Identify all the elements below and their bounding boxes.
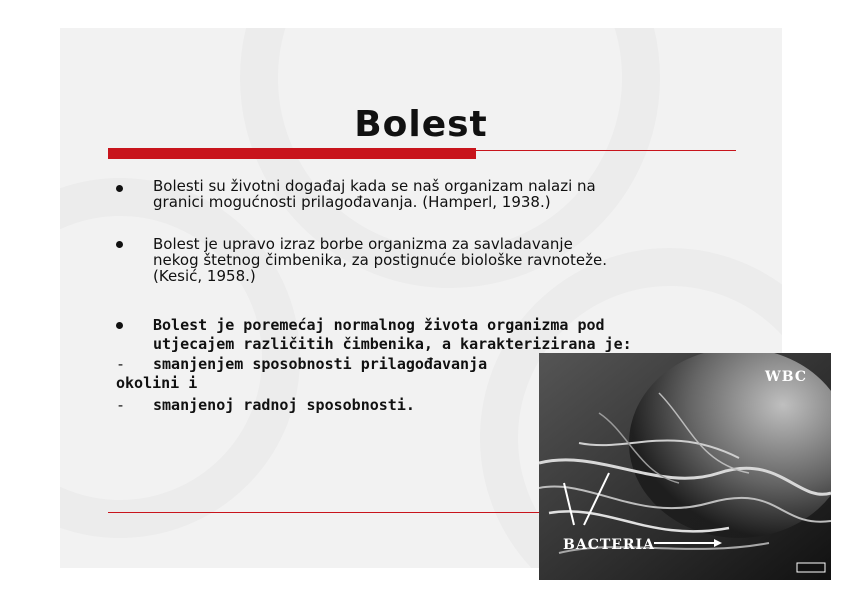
sub-item-1: smanjenjem sposobnosti prilagođavanja: [153, 355, 488, 373]
bullet-text-2: Bolest je upravo izraz borbe organizma za savladavanje nekog štetnog čimbenika, za postignuće biološke ravnoteže. (Kesić, 1958.): [153, 235, 607, 285]
bullet-dot-3: [116, 322, 123, 329]
sub-item-3: smanjenoj radnoj sposobnosti.: [153, 396, 415, 414]
slide-title: Bolest: [354, 104, 488, 145]
sub-item-2: okolini i: [116, 374, 198, 392]
bullet-text-3: Bolest je poremećaj normalnog života organizma pod utjecajem različitih čimbenika, a karakterizirana je:: [153, 316, 632, 353]
bullet-text-1: Bolesti su životni događaj kada se naš organizam nalazi na granici mogućnosti prilagođavanja. (Hamperl, 1938.): [153, 177, 596, 211]
micrograph-image: [539, 353, 831, 580]
bacteria-label: BACTERIA: [563, 537, 655, 553]
bullet-dot-2: [116, 241, 123, 248]
sub-dash-3: -: [116, 396, 126, 414]
title-underline-bar: [108, 148, 476, 159]
bottom-divider-line: [108, 512, 540, 513]
bullet-dot-1: [116, 185, 123, 192]
wbc-label: WBC: [765, 369, 807, 385]
sub-dash-1: -: [116, 355, 126, 373]
title-underline-line: [476, 150, 736, 151]
